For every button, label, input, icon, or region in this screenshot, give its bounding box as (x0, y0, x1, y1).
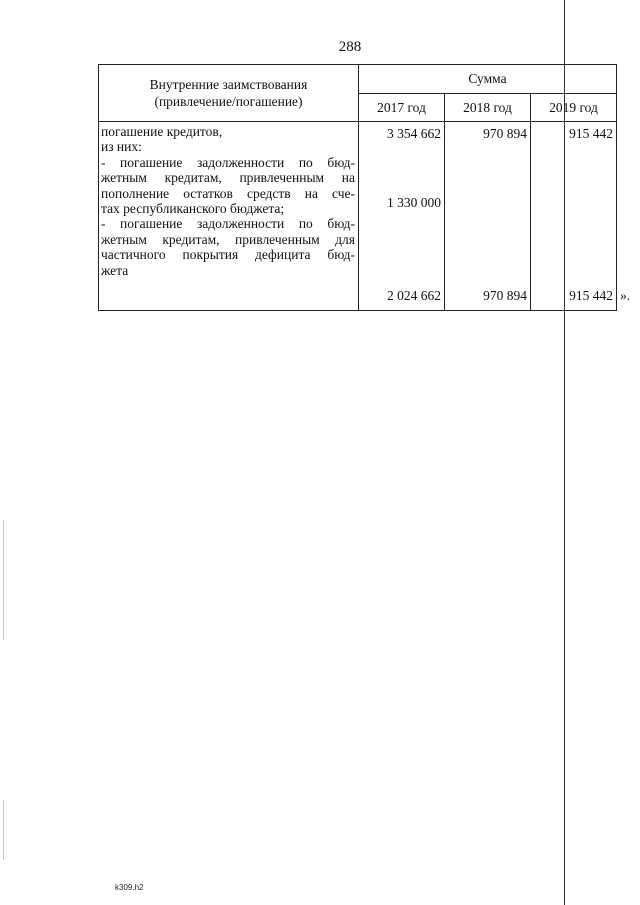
deficit-value: 915 442 (569, 288, 613, 303)
description-header (99, 65, 359, 122)
footer-code: k309.h2 (115, 883, 144, 892)
description-header-line: (привлечение/погашение) (154, 94, 303, 109)
page-number: 288 (338, 39, 362, 55)
description-line: пополнение остатков средств на сче- (101, 185, 355, 201)
amount-header: Сумма (359, 65, 617, 94)
amount-cell-2017 (359, 122, 445, 311)
description-line: жетным кредитам, привлеченным для (101, 231, 355, 247)
description-line: - погашение задолженности по бюд- (101, 216, 355, 232)
scan-edge-mark (3, 520, 4, 640)
year-header-2019: 2019 год (531, 94, 617, 122)
header-row (99, 65, 617, 94)
description-line: тах республиканского бюджета; (101, 201, 285, 217)
deficit-value: 2 024 662 (387, 288, 441, 303)
total-value: 915 442 (569, 126, 613, 141)
amount-cell-2019 (531, 122, 617, 311)
table-row (99, 122, 617, 311)
description-line: частичного покрытия дефицита бюд- (101, 247, 355, 263)
description-line: жета (101, 262, 129, 278)
year-header-2018: 2018 год (445, 94, 531, 122)
borrowing-table (98, 64, 617, 311)
scan-edge-mark (3, 800, 4, 860)
description-header-line: Внутренние заимствования (149, 77, 308, 92)
description-line: - погашение задолженности по бюд- (101, 154, 355, 170)
closing-quote: ». (620, 288, 631, 303)
description-cell (99, 122, 359, 311)
amount-cell-2018 (445, 122, 531, 311)
year-header-2017: 2017 год (359, 94, 445, 122)
deficit-value: 970 894 (483, 288, 527, 303)
description-line: из них: (101, 139, 142, 155)
total-value: 3 354 662 (387, 126, 441, 141)
description-line: погашение кредитов, (101, 124, 223, 139)
total-value: 970 894 (483, 126, 527, 141)
replenishment-value: 1 330 000 (387, 195, 441, 210)
description-line: жетным кредитам, привлеченным на (101, 170, 355, 186)
